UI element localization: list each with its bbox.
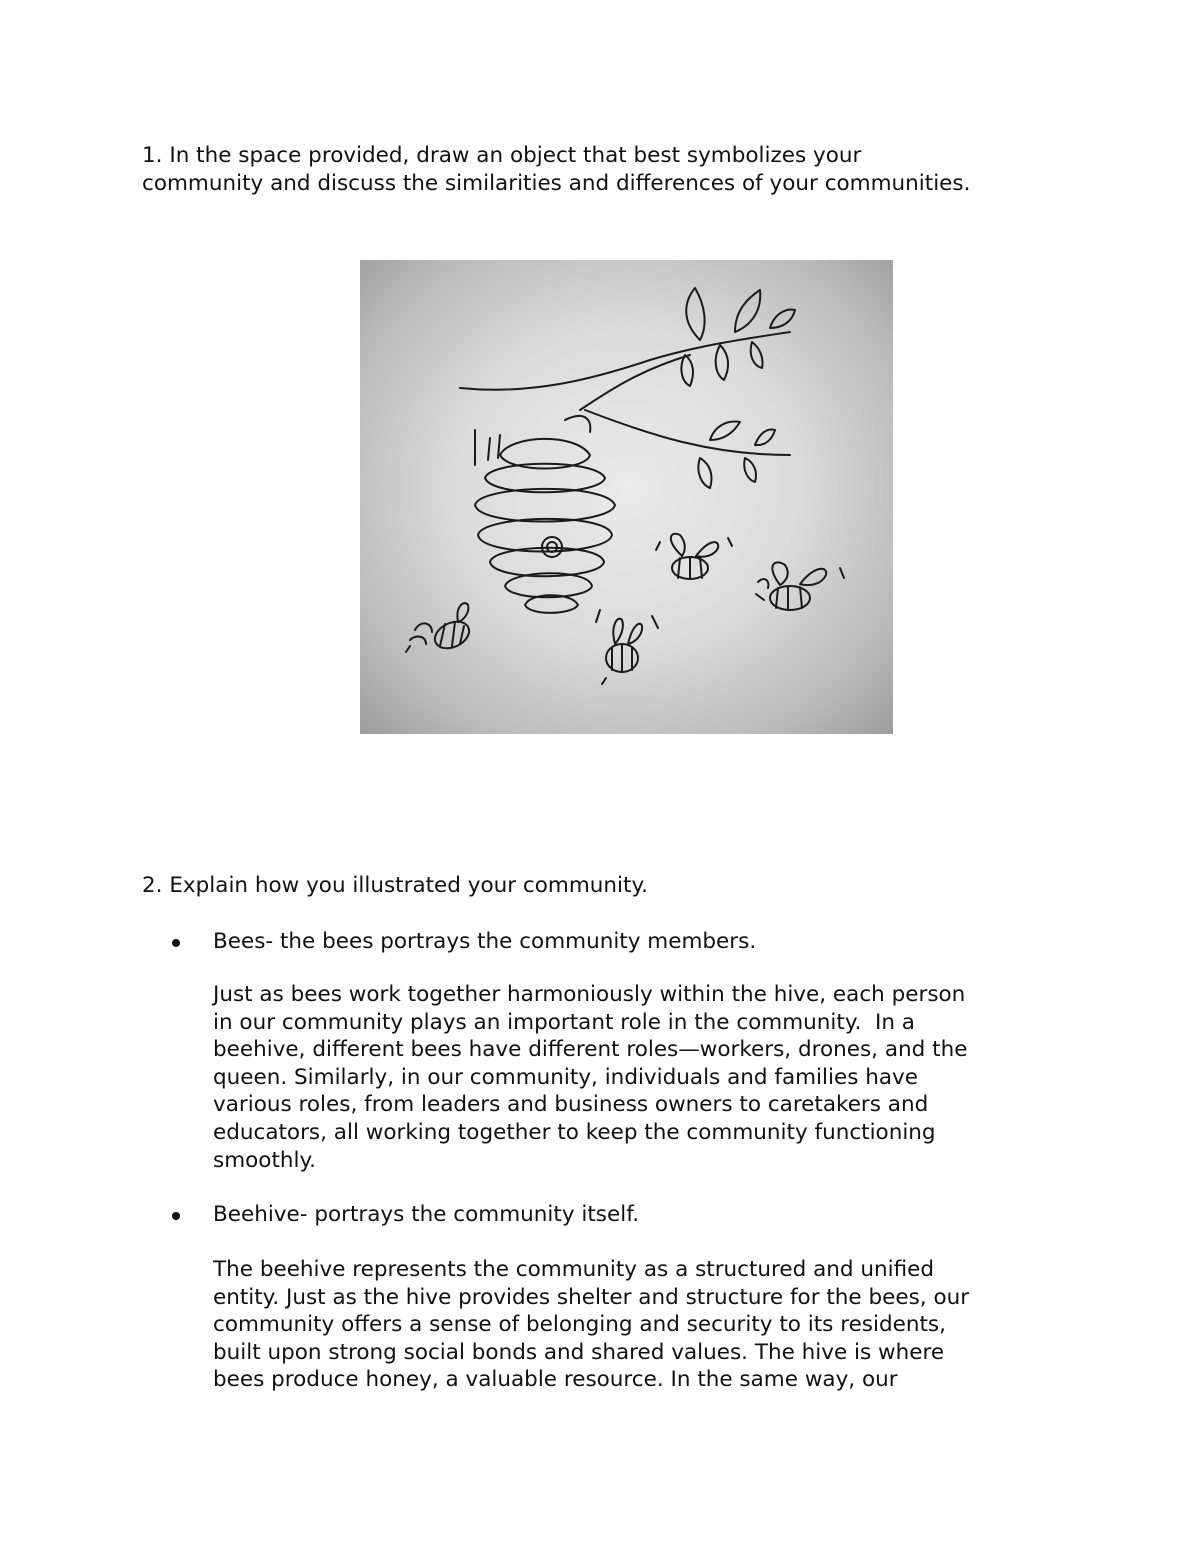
bullet-label: Bees- the bees portrays the community members.	[213, 929, 757, 954]
leaf	[735, 290, 760, 332]
paragraph-line: beehive, different bees have different roles—workers, drones, and the	[213, 1037, 968, 1063]
paragraph-line: The beehive represents the community as a structured and unified	[213, 1257, 935, 1282]
question-1	[142, 142, 1072, 198]
leaf	[716, 345, 728, 380]
hive-layer	[475, 489, 615, 522]
leaf	[751, 342, 763, 368]
paragraph-line: various roles, from leaders and business owners to caretakers and	[213, 1092, 929, 1118]
bees-paragraph	[213, 981, 1063, 1174]
leaf	[681, 355, 693, 386]
paragraph-line: community offers a sense of belonging and security to its residents,	[213, 1312, 946, 1338]
beehive-drawing-photo	[360, 260, 893, 734]
question-1-line-2: community and discuss the similarities and differences of your communities.	[142, 171, 971, 196]
paragraph-line: bees produce honey, a valuable resource. In the same way, our	[213, 1367, 898, 1393]
paragraph-line: entity. Just as the hive provides shelter and structure for the bees, our	[213, 1284, 970, 1310]
bee-drawing	[656, 534, 732, 579]
hive-layer	[478, 519, 612, 552]
paragraph-line: built upon strong social bonds and shared values. The hive is where	[213, 1339, 945, 1365]
paragraph-line: Just as bees work together harmoniously within the hive, each person	[213, 982, 966, 1007]
bee-drawing	[756, 562, 844, 610]
paragraph-line: smoothly.	[213, 1147, 316, 1173]
bullet-label: Beehive- portrays the community itself.	[213, 1202, 640, 1227]
beehive-drawing-icon	[360, 260, 893, 734]
leaf	[710, 422, 740, 440]
bullet-dot	[172, 1212, 180, 1220]
lower-branch	[585, 410, 790, 455]
leaf	[686, 288, 704, 340]
paragraph-line: educators, all working together to keep the community functioning	[213, 1119, 936, 1145]
hive-stem	[488, 438, 490, 460]
question-1-line-1: 1. In the space provided, draw an object that best symbolizes your	[142, 143, 862, 168]
bee-drawing	[406, 603, 473, 653]
hive-stem	[565, 416, 590, 432]
bee-drawing	[596, 610, 658, 684]
bullet-dot	[172, 939, 180, 947]
leaf	[698, 458, 711, 488]
question-2: 2. Explain how you illustrated your community.	[142, 873, 648, 898]
paragraph-line: in our community plays an important role in the community. In a	[213, 1009, 915, 1035]
branch-fork	[580, 355, 690, 410]
leaf	[770, 310, 795, 328]
beehive-paragraph	[213, 1256, 1063, 1394]
leaf	[755, 430, 775, 446]
leaf	[744, 458, 756, 482]
paragraph-line: queen. Similarly, in our community, individuals and families have	[213, 1064, 918, 1090]
